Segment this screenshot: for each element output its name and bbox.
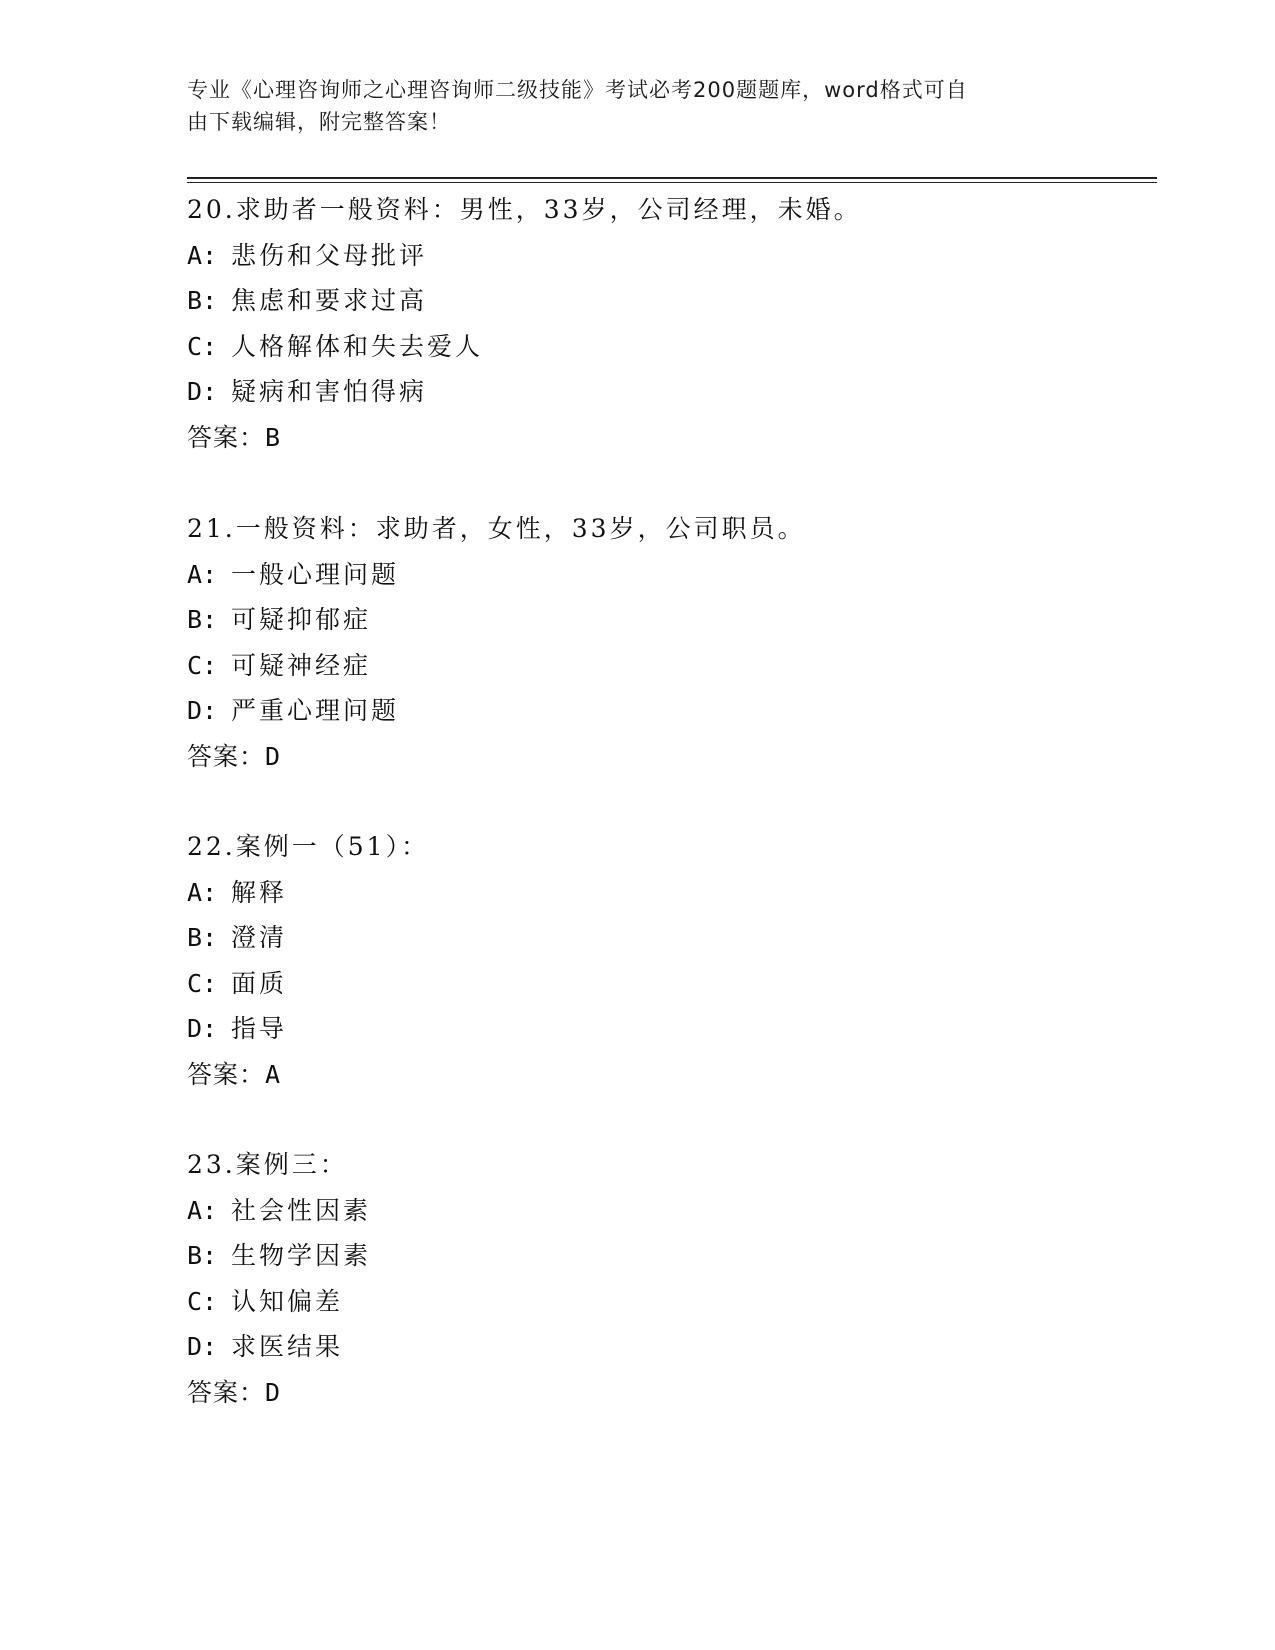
- answer-label: 答案：: [187, 1059, 266, 1089]
- option-label: C:: [187, 650, 218, 680]
- option-text: 可疑神经症: [231, 650, 372, 680]
- option-label: A:: [187, 240, 218, 270]
- option-c: [187, 961, 429, 1007]
- option-text: 指导: [231, 1014, 288, 1043]
- question-block: [187, 187, 862, 460]
- answer-line: [187, 415, 862, 461]
- answer-value: D: [265, 741, 282, 771]
- option-label: A:: [187, 559, 218, 589]
- option-d: [187, 1324, 371, 1370]
- option-text: 悲伤和父母批评: [231, 240, 428, 270]
- option-d: [187, 369, 862, 415]
- answer-label: 答案：: [187, 1377, 266, 1407]
- option-text: 澄清: [231, 923, 288, 952]
- option-text: 面质: [231, 968, 288, 998]
- option-label: A:: [187, 877, 218, 907]
- option-text: 可疑抑郁症: [231, 605, 372, 634]
- question-block: [187, 1142, 371, 1415]
- option-a: [187, 870, 429, 916]
- option-text: 求医结果: [231, 1332, 344, 1361]
- option-b: [187, 278, 862, 324]
- option-text: 解释: [231, 877, 288, 907]
- option-text: 生物学因素: [231, 1241, 372, 1270]
- header-line-1: 专业《心理咨询师之心理咨询师二级技能》考试必考200题题库，word格式可自: [187, 78, 968, 102]
- header-line-2: 由下载编辑，附完整答案！: [187, 110, 451, 134]
- option-b: [187, 1233, 371, 1279]
- answer-value: A: [265, 1059, 282, 1089]
- answer-value: D: [265, 1377, 282, 1407]
- option-label: B:: [187, 1241, 218, 1270]
- option-d: [187, 1006, 429, 1052]
- answer-line: [187, 734, 806, 780]
- option-c: [187, 1279, 371, 1325]
- question-stem: 22.案例一（51）：: [187, 832, 430, 861]
- answer-line: [187, 1370, 371, 1416]
- option-b: [187, 597, 806, 643]
- option-text: 焦虑和要求过高: [231, 286, 428, 315]
- answer-label: 答案：: [187, 422, 266, 452]
- header-divider-thin: [187, 182, 1157, 183]
- option-label: A:: [187, 1195, 218, 1225]
- option-c: [187, 324, 862, 370]
- document-header: [187, 74, 1067, 138]
- option-label: B:: [187, 923, 218, 952]
- option-b: [187, 915, 429, 961]
- option-a: [187, 1188, 371, 1234]
- option-label: D:: [187, 1332, 218, 1361]
- option-label: D:: [187, 696, 218, 725]
- answer-value: B: [265, 422, 282, 452]
- answer-label: 答案：: [187, 741, 266, 771]
- option-text: 严重心理问题: [231, 696, 400, 725]
- option-a: [187, 233, 862, 279]
- option-label: C:: [187, 331, 218, 361]
- option-text: 疑病和害怕得病: [231, 377, 428, 406]
- option-label: B:: [187, 286, 218, 315]
- option-d: [187, 688, 806, 734]
- option-label: D:: [187, 1014, 218, 1043]
- option-label: C:: [187, 1286, 218, 1316]
- question-stem: 23.案例三：: [187, 1150, 348, 1179]
- option-text: 认知偏差: [231, 1286, 344, 1316]
- option-label: C:: [187, 968, 218, 998]
- option-label: D:: [187, 377, 218, 406]
- option-a: [187, 552, 806, 598]
- option-text: 人格解体和失去爱人: [231, 331, 484, 361]
- option-c: [187, 643, 806, 689]
- question-stem: 21.一般资料：求助者，女性，33岁，公司职员。: [187, 514, 806, 543]
- question-block: [187, 506, 806, 779]
- option-text: 社会性因素: [231, 1195, 372, 1225]
- option-label: B:: [187, 605, 218, 634]
- answer-line: [187, 1052, 429, 1098]
- header-divider-thick: [187, 177, 1157, 179]
- question-block: [187, 824, 429, 1097]
- question-stem: 20.求助者一般资料：男性，33岁，公司经理，未婚。: [187, 195, 862, 224]
- option-text: 一般心理问题: [231, 559, 400, 589]
